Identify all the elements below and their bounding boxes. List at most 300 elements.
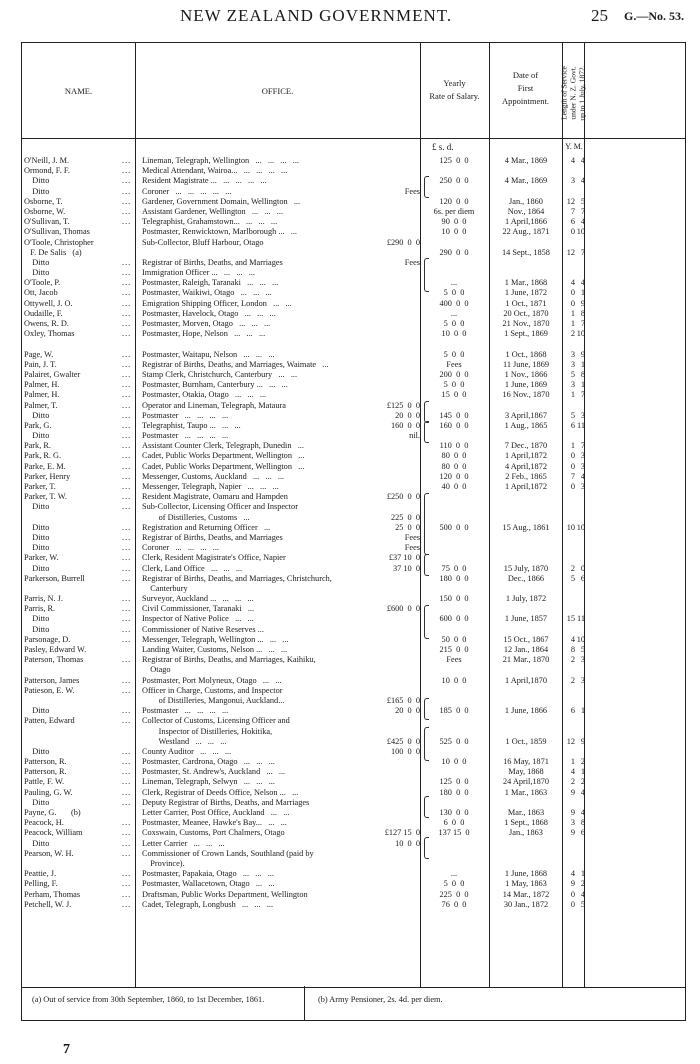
cell-sal: 15 0 0: [441, 390, 467, 400]
cell-sal: 5 0 0: [443, 288, 465, 298]
cell-date: 1 Mar., 1868: [504, 278, 548, 288]
cell-office: Postmaster, Hope, Nelson ... ... ...: [142, 329, 266, 339]
cell-dots: ...: [122, 532, 132, 542]
cell-office: Otago: [142, 665, 171, 675]
cell-name: F. De Salis (a): [24, 247, 82, 257]
cell-y: 10: [566, 522, 575, 532]
cell-y: 6: [570, 420, 575, 430]
cell-date: 11 June, 1869: [502, 359, 549, 369]
cell-date: 1 June, 1869: [504, 380, 548, 390]
cell-office: Registrar of Births, Deaths, and Marriages, Christchurch,: [142, 573, 332, 583]
cell-office: Civil Commissioner, Taranaki ...: [142, 604, 255, 614]
cell-name: Ditto: [24, 746, 50, 756]
cell-y: 2: [570, 563, 575, 573]
cell-y: 3: [570, 349, 575, 359]
page-title: NEW ZEALAND GOVERNMENT.: [180, 6, 453, 25]
cell-y: 0: [570, 899, 575, 909]
cell-name: Park, G.: [24, 420, 52, 430]
cell-name: O'Toole, Christopher: [24, 237, 94, 247]
table-row: [22, 788, 685, 798]
header-rule: [22, 138, 685, 139]
cell-dots: ...: [122, 675, 132, 685]
cell-dots: ...: [122, 634, 132, 644]
cell-sal: 125 0 0: [439, 777, 469, 787]
cell-office: Postmaster, Meanee, Hawke's Bay... ... ...: [142, 818, 287, 828]
cell-date: 1 Oct., 1859: [505, 736, 547, 746]
cell-name: Osborne, W.: [24, 206, 66, 216]
col-header-name: NAME.: [64, 86, 93, 96]
cell-dots: ...: [122, 614, 132, 624]
cell-date: 7 Dec., 1870: [504, 441, 548, 451]
cell-m: 3: [580, 482, 585, 491]
cell-dots: ...: [122, 655, 132, 665]
cell-m: 5: [580, 645, 585, 654]
cell-m: 10: [576, 634, 585, 644]
table-row: [22, 390, 685, 400]
cell-y: 0: [570, 461, 575, 471]
cell-m: 11: [577, 420, 585, 430]
cell-dots: ...: [122, 308, 132, 318]
cell-date: 24 April,1870: [502, 777, 550, 787]
table-row: [22, 737, 685, 747]
table-row: [22, 370, 685, 380]
table-row: [22, 727, 685, 737]
cell-date: 15 Aug., 1861: [502, 522, 550, 532]
cell-sal: 180 0 0: [439, 573, 469, 583]
cell-extra: £165 0 0: [386, 695, 420, 705]
cell-office: Postmaster, Cardrona, Otago ... ... ...: [142, 757, 275, 767]
cell-name: Palairet, Gwalter: [24, 369, 81, 379]
cell-dots: ...: [122, 746, 132, 756]
cell-m: 9: [580, 349, 585, 359]
table-row: [22, 513, 685, 523]
table-row: [22, 248, 685, 258]
cell-y: 0: [570, 889, 575, 899]
service-units: Y. M.: [565, 142, 583, 151]
salary-brace: [424, 605, 429, 639]
cell-date: May, 1868: [508, 767, 544, 777]
cell-office: Cadet, Telegraph, Longbush ... ... ...: [142, 899, 274, 909]
cell-sal: 200 0 0: [439, 369, 469, 379]
cell-m: 3: [580, 675, 585, 685]
cell-office: Province).: [142, 858, 185, 868]
cell-y: 3: [570, 359, 575, 369]
cell-date: 1 July, 1872: [505, 594, 547, 604]
cell-dots: ...: [122, 594, 132, 604]
cell-date: 1 May, 1863: [505, 879, 547, 889]
table-row: [22, 818, 685, 828]
cell-office: Landing Waiter, Customs, Nelson ... ... ...: [142, 645, 288, 654]
col-header-office: OFFICE.: [261, 86, 294, 96]
cell-office: Clerk, Land Office ... ... ...: [142, 563, 243, 573]
cell-dots: ...: [122, 410, 132, 420]
cell-office: Registration and Returning Officer ...: [142, 522, 271, 532]
cell-sal: 10 0 0: [441, 757, 467, 767]
cell-office: County Auditor ... ... ...: [142, 746, 232, 756]
cell-sal: 80 0 0: [441, 451, 467, 461]
cell-name: Palmer, H.: [24, 380, 60, 390]
table-row: [22, 706, 685, 716]
cell-name: Pattle, F. W.: [24, 777, 65, 787]
cell-m: 4: [580, 471, 585, 481]
cell-name: Paterson, Thomas: [24, 655, 84, 665]
cell-m: 4: [580, 787, 585, 797]
cell-m: 3: [580, 451, 585, 461]
cell-name: Ditto: [24, 838, 50, 848]
table-row: [22, 197, 685, 207]
cell-sal: 160 0 0: [439, 420, 469, 430]
cell-name: Patterson, James: [24, 675, 80, 685]
cell-name: Patterson, R.: [24, 767, 67, 777]
cell-date: 1 April,1872: [505, 482, 547, 491]
table-row: [22, 890, 685, 900]
cell-date: 12 Jan., 1864: [503, 645, 549, 654]
cell-m: 3: [580, 410, 585, 420]
cell-extra: Fees: [404, 532, 420, 542]
cell-extra: 20 0 0: [395, 410, 420, 420]
table-row: [22, 482, 685, 492]
cell-y: 12: [566, 736, 575, 746]
cell-sal: 5 0 0: [443, 879, 465, 889]
cell-y: 1: [570, 319, 575, 328]
cell-extra: Fees: [404, 543, 420, 553]
table-row: [22, 350, 685, 360]
cell-date: 4 Mar., 1869: [504, 176, 548, 186]
cell-m: 7: [580, 441, 585, 451]
cell-dots: ...: [122, 543, 132, 553]
cell-office: Officer in Charge, Customs, and Inspector: [142, 685, 283, 695]
cell-office: Medical Attendant, Wairoa... ... ... ... ...: [142, 166, 288, 176]
cell-y: 1: [570, 757, 575, 767]
cell-office: Cadet, Public Works Department, Wellington ...: [142, 451, 305, 461]
cell-dots: ...: [122, 217, 132, 227]
currency-units: £ s. d.: [432, 142, 454, 152]
cell-m: 4: [580, 808, 585, 817]
cell-sal: 150 0 0: [439, 594, 469, 604]
cell-name: Peacock, William: [24, 828, 83, 838]
cell-sal: 110 0 0: [439, 441, 469, 451]
cell-m: 3: [580, 655, 585, 665]
table-row: [22, 553, 685, 563]
cell-dots: ...: [122, 156, 132, 165]
cell-office: Messenger, Telegraph, Napier ... ... ...: [142, 482, 279, 491]
table-row: [22, 686, 685, 696]
cell-name: Ditto: [24, 257, 50, 267]
table-row: [22, 339, 685, 349]
table-row: [22, 798, 685, 808]
cell-name: Pasley, Edward W.: [24, 645, 87, 654]
cell-dots: ...: [122, 176, 132, 186]
cell-office: Inspector of Distilleries, Hokitika,: [142, 726, 273, 736]
cell-y: 4: [570, 767, 575, 777]
cell-date: 21 Nov., 1870: [502, 319, 550, 328]
cell-office: Inspector of Native Police ... ...: [142, 614, 254, 624]
cell-y: 9: [570, 879, 575, 889]
cell-sal: 500 0 0: [439, 522, 469, 532]
cell-dots: ...: [122, 298, 132, 308]
table-row: [22, 716, 685, 726]
cell-sal: 120 0 0: [439, 471, 469, 481]
table-row: [22, 176, 685, 186]
cell-dots: ...: [122, 196, 132, 206]
cell-dots: ...: [122, 451, 132, 461]
cell-y: 9: [570, 787, 575, 797]
cell-extra: £125 0 0: [386, 400, 420, 410]
cell-date: Jan., 1863: [509, 828, 543, 838]
cell-sal: ...: [450, 308, 458, 318]
table-row: [22, 676, 685, 686]
cell-y: 0: [570, 298, 575, 308]
cell-name: Patterson, R.: [24, 757, 67, 767]
cell-m: 4: [580, 278, 585, 288]
cell-name: Parris, R.: [24, 604, 56, 614]
cell-m: 1: [580, 706, 585, 716]
cell-y: 12: [566, 196, 575, 206]
signature-mark: 7: [63, 1042, 70, 1057]
cell-m: 7: [580, 319, 585, 328]
cell-office: Postmaster ... ... ... ...: [142, 706, 229, 716]
salary-brace: [424, 401, 429, 423]
cell-sal: 600 0 0: [439, 614, 469, 624]
cell-y: 3: [570, 380, 575, 390]
cell-office: Letter Carrier, Post Office, Auckland ... ...: [142, 808, 290, 817]
cell-office: Postmaster, Port Molyneux, Otago ... ...: [142, 675, 282, 685]
cell-dots: ...: [122, 818, 132, 828]
table-row: [22, 655, 685, 665]
table-body: [22, 156, 685, 910]
cell-dots: ...: [122, 431, 132, 441]
cell-office: Postmaster, St. Andrew's, Auckland ... ...: [142, 767, 286, 777]
table-row: [22, 523, 685, 533]
cell-extra: 10 0 0: [395, 838, 420, 848]
cell-m: 4: [580, 889, 585, 899]
cell-dots: ...: [122, 206, 132, 216]
cell-office: Surveyor, Auckland ... ... ... ...: [142, 594, 254, 604]
cell-m: 5: [580, 196, 585, 206]
cell-dots: ...: [122, 573, 132, 583]
table-row: [22, 849, 685, 859]
table-row: [22, 808, 685, 818]
cell-office: Sub-Collector, Licensing Officer and Inspector: [142, 502, 298, 512]
cell-office: Clerk, Registrar of Deeds Office, Nelson ... ...: [142, 787, 299, 797]
cell-m: 1: [580, 288, 585, 298]
salary-brace: [424, 698, 429, 720]
cell-sal: 145 0 0: [439, 410, 469, 420]
cell-sal: 6 0 0: [443, 818, 465, 828]
table-row: [22, 431, 685, 441]
page-number: 25: [591, 6, 608, 25]
cell-sal: 75 0 0: [441, 563, 467, 573]
table-row: [22, 238, 685, 248]
cell-m: 1: [580, 869, 585, 879]
cell-name: Peattie, J.: [24, 869, 57, 879]
table-row: [22, 584, 685, 594]
cell-office: Postmaster ... ... ... ...: [142, 431, 229, 441]
cell-name: Pauling, G. W.: [24, 787, 73, 797]
cell-name: Ottywell, J. O.: [24, 298, 73, 308]
salary-table: [21, 42, 686, 988]
table-row: [22, 879, 685, 889]
cell-m: 4: [580, 156, 585, 165]
cell-name: Park, R. G.: [24, 451, 62, 461]
cell-y: 1: [570, 441, 575, 451]
cell-dots: ...: [122, 685, 132, 695]
cell-y: 15: [566, 614, 575, 624]
cell-name: Ott, Jacob: [24, 288, 58, 298]
cell-dots: ...: [122, 319, 132, 328]
cell-m: 1: [580, 767, 585, 777]
table-row: [22, 869, 685, 879]
cell-name: Ditto: [24, 532, 50, 542]
cell-office: Coxswain, Customs, Port Chalmers, Otago: [142, 828, 285, 838]
cell-extra: 37 10 0: [393, 563, 420, 573]
salary-brace: [424, 837, 429, 859]
cell-m: 3: [580, 461, 585, 471]
cell-sal: 10 0 0: [441, 329, 467, 339]
cell-office: Postmaster, Waikiwi, Otago ... ... ...: [142, 288, 272, 298]
cell-name: Ditto: [24, 543, 50, 553]
cell-date: 2 Feb., 1865: [505, 471, 547, 481]
cell-office: Resident Magistrate, Oamaru and Hampden: [142, 492, 288, 502]
cell-office: Postmaster, Burnham, Canterbury ... ... ...: [142, 380, 288, 390]
cell-sal: 76 0 0: [441, 899, 467, 909]
cell-dots: ...: [122, 420, 132, 430]
cell-dots: ...: [122, 369, 132, 379]
cell-office: Westland ... ... ...: [142, 736, 227, 746]
cell-office: Postmaster, Otakia, Otago ... ... ...: [142, 390, 267, 400]
cell-dots: ...: [122, 329, 132, 339]
cell-sal: 6s. per diem: [433, 206, 475, 216]
cell-m: 10: [576, 329, 585, 339]
cell-office: Registrar of Births, Deaths, and Marriages: [142, 257, 283, 267]
cell-dots: ...: [122, 186, 132, 196]
cell-sal: 5 0 0: [443, 319, 465, 328]
cell-name: Parker, Henry: [24, 471, 71, 481]
cell-sal: 90 0 0: [441, 217, 467, 227]
cell-office: Postmaster, Renwicktown, Marlborough ... ...: [142, 227, 297, 237]
cell-office: Lineman, Telegraph, Selwyn ... ... ...: [142, 777, 275, 787]
cell-name: Parsonage, D.: [24, 634, 71, 644]
cell-y: 7: [570, 206, 575, 216]
cell-y: 8: [570, 645, 575, 654]
cell-name: Ditto: [24, 563, 50, 573]
cell-y: 2: [570, 675, 575, 685]
cell-date: 1 June, 1857: [504, 614, 548, 624]
cell-m: 10: [576, 522, 585, 532]
footnote-divider: [304, 986, 305, 1020]
cell-dots: ...: [122, 879, 132, 889]
cell-name: O'Sullivan, Thomas: [24, 227, 90, 237]
cell-y: 4: [570, 869, 575, 879]
cell-date: 1 Sept., 1868: [504, 818, 548, 828]
table-row: [22, 614, 685, 624]
cell-name: Perham, Thomas: [24, 889, 81, 899]
cell-m: 7: [580, 247, 585, 257]
cell-sal: 120 0 0: [439, 196, 469, 206]
cell-date: 1 April,1872: [505, 451, 547, 461]
cell-office: Postmaster, Havelock, Otago ... ... ...: [142, 308, 276, 318]
cell-office: Registrar of Births, Deaths, and Marriages, Waimate ...: [142, 359, 329, 369]
cell-office: Postmaster, Morven, Otago ... ... ...: [142, 319, 271, 328]
cell-office: Resident Magistrate ... ... ... ... ...: [142, 176, 267, 186]
table-row: [22, 217, 685, 227]
cell-sal: ...: [450, 278, 458, 288]
cell-date: Nov., 1864: [507, 206, 545, 216]
cell-y: 3: [570, 818, 575, 828]
cell-dots: ...: [122, 777, 132, 787]
cell-m: 10: [576, 227, 585, 237]
cell-date: 1 Nov., 1866: [504, 369, 548, 379]
col-header-service-text: Length of Service under N. Z. Govt. up to 1 July, 1872.: [559, 65, 587, 121]
table-row: [22, 288, 685, 298]
cell-date: 15 Oct., 1867: [503, 634, 549, 644]
table-row: [22, 859, 685, 869]
cell-sal: 80 0 0: [441, 461, 467, 471]
cell-date: 1 April,1870: [505, 675, 547, 685]
cell-date: 1 June, 1868: [504, 869, 548, 879]
cell-y: 3: [570, 176, 575, 186]
table-row: [22, 747, 685, 757]
cell-date: 20 Oct., 1870: [503, 308, 549, 318]
cell-office: of Distilleries, Customs ...: [142, 512, 250, 522]
cell-extra: £290 0 0: [386, 237, 420, 247]
cell-extra: £37 10 0: [388, 553, 420, 563]
cell-office: of Distilleries, Mangonui, Auckland...: [142, 695, 285, 705]
cell-dots: ...: [122, 624, 132, 634]
cell-y: 2: [570, 777, 575, 787]
footnotes: [21, 986, 686, 1021]
cell-extra: £600 0 0: [386, 604, 420, 614]
cell-office: Clerk, Resident Magistrate's Office, Napier: [142, 553, 286, 563]
table-row: [22, 533, 685, 543]
salary-brace: [424, 258, 429, 292]
cell-name: Peacock, H.: [24, 818, 64, 828]
salary-brace: [424, 796, 429, 818]
cell-m: 7: [580, 206, 585, 216]
table-row: [22, 299, 685, 309]
cell-name: Pearson, W. H.: [24, 848, 74, 858]
salary-brace: [424, 421, 429, 443]
cell-date: 22 Aug., 1871: [502, 227, 550, 237]
cell-name: Parkerson, Burrell: [24, 573, 85, 583]
cell-dots: ...: [122, 828, 132, 838]
cell-m: 2: [580, 757, 585, 767]
table-row: [22, 156, 685, 166]
cell-office: Messenger, Customs, Auckland ... ... ...: [142, 471, 285, 481]
col-header-salary: Yearly Rate of Salary.: [429, 78, 480, 101]
cell-dots: ...: [122, 899, 132, 909]
cell-dots: ...: [122, 492, 132, 502]
salary-brace: [424, 176, 429, 198]
cell-sal: ...: [450, 869, 458, 879]
cell-y: 4: [570, 278, 575, 288]
table-row: [22, 360, 685, 370]
cell-m: 4: [580, 217, 585, 227]
cell-y: 1: [570, 390, 575, 400]
cell-office: Draftsman, Public Works Department, Wellington: [142, 889, 308, 899]
table-row: [22, 166, 685, 176]
cell-dots: ...: [122, 166, 132, 176]
footnote-a: (a) Out of service from 30th September, 1860, to 1st December, 1861.: [32, 995, 265, 1004]
table-row: [22, 900, 685, 910]
cell-sal: 215 0 0: [439, 645, 469, 654]
cell-date: 1 Mar., 1863: [504, 787, 548, 797]
cell-office: Postmaster, Waitapu, Nelson ... ... ...: [142, 349, 275, 359]
cell-extra: £250 0 0: [386, 492, 420, 502]
cell-date: 1 Sept., 1869: [504, 329, 548, 339]
cell-office: Registrar of Births, Deaths, and Marriages: [142, 532, 283, 542]
cell-y: 6: [570, 217, 575, 227]
